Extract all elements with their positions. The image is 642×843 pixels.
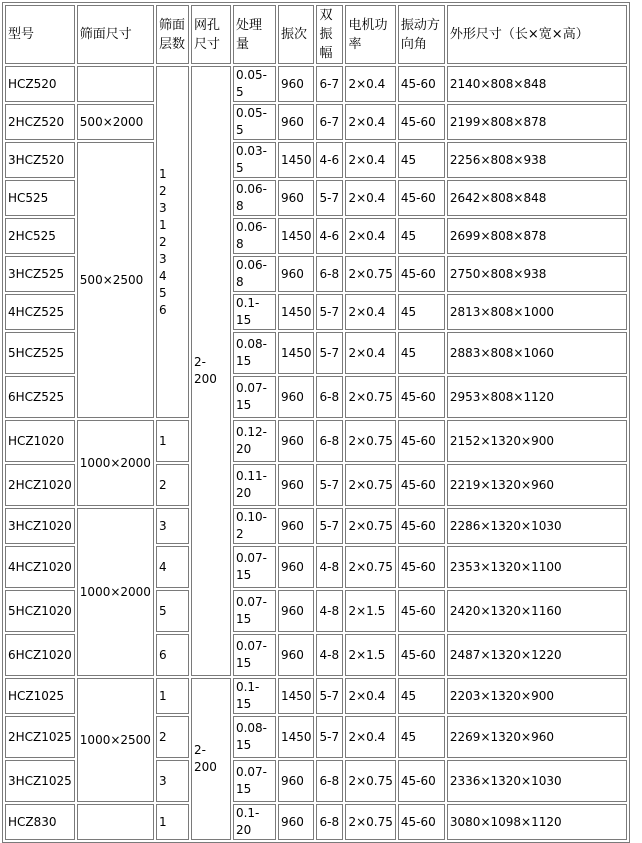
power-cell: 2×1.5 xyxy=(345,634,395,676)
frequency-cell: 960 xyxy=(278,180,315,216)
frequency-cell: 1450 xyxy=(278,716,315,758)
capacity-cell: 0.1-15 xyxy=(233,294,276,330)
frequency-cell: 960 xyxy=(278,104,315,140)
angle-cell: 45 xyxy=(398,218,445,254)
model-cell: 3HCZ1020 xyxy=(5,508,75,544)
header-layers: 筛面层数 xyxy=(156,5,189,64)
layers-cell: 2 xyxy=(156,716,189,758)
header-model: 型号 xyxy=(5,5,75,64)
model-cell: HCZ1025 xyxy=(5,678,75,714)
power-cell: 2×0.4 xyxy=(345,294,395,330)
screen-size-cell xyxy=(77,66,154,102)
screen-size-cell: 500×2500 xyxy=(77,142,154,418)
frequency-cell: 960 xyxy=(278,508,315,544)
dimensions-cell: 2140×808×848 xyxy=(447,66,627,102)
amplitude-cell: 4-6 xyxy=(316,142,343,178)
power-cell: 2×1.5 xyxy=(345,590,395,632)
header-angle: 振动方向角 xyxy=(398,5,445,64)
header-power: 电机功率 xyxy=(345,5,395,64)
capacity-cell: 0.07-15 xyxy=(233,590,276,632)
layers-cell: 3 xyxy=(156,760,189,802)
power-cell: 2×0.4 xyxy=(345,66,395,102)
model-cell: HCZ1020 xyxy=(5,420,75,462)
frequency-cell: 960 xyxy=(278,590,315,632)
dimensions-cell: 2642×808×848 xyxy=(447,180,627,216)
amplitude-cell: 5-7 xyxy=(316,294,343,330)
table-row xyxy=(5,804,627,840)
layers-cell: 5 xyxy=(156,590,189,632)
capacity-cell: 0.06-8 xyxy=(233,180,276,216)
amplitude-cell: 4-8 xyxy=(316,546,343,588)
capacity-cell: 0.07-15 xyxy=(233,546,276,588)
capacity-cell: 0.05-5 xyxy=(233,104,276,140)
dimensions-cell: 2152×1320×900 xyxy=(447,420,627,462)
frequency-cell: 960 xyxy=(278,804,315,840)
mesh-cell: 2-200 xyxy=(191,678,231,840)
capacity-cell: 0.12-20 xyxy=(233,420,276,462)
capacity-cell: 0.03-5 xyxy=(233,142,276,178)
angle-cell: 45-60 xyxy=(398,420,445,462)
dimensions-cell: 2203×1320×900 xyxy=(447,678,627,714)
model-cell: HCZ520 xyxy=(5,66,75,102)
table-row xyxy=(5,508,627,544)
amplitude-cell: 5-7 xyxy=(316,180,343,216)
dimensions-cell: 2353×1320×1100 xyxy=(447,546,627,588)
angle-cell: 45-60 xyxy=(398,546,445,588)
dimensions-cell: 2883×808×1060 xyxy=(447,332,627,374)
amplitude-cell: 4-8 xyxy=(316,590,343,632)
capacity-cell: 0.07-15 xyxy=(233,376,276,418)
dimensions-cell: 2699×808×878 xyxy=(447,218,627,254)
angle-cell: 45-60 xyxy=(398,508,445,544)
header-mesh: 网孔尺寸 xyxy=(191,5,231,64)
angle-cell: 45-60 xyxy=(398,590,445,632)
dimensions-cell: 2256×808×938 xyxy=(447,142,627,178)
power-cell: 2×0.75 xyxy=(345,508,395,544)
table-row xyxy=(5,66,627,102)
dimensions-cell: 2813×808×1000 xyxy=(447,294,627,330)
angle-cell: 45 xyxy=(398,332,445,374)
frequency-cell: 1450 xyxy=(278,142,315,178)
angle-cell: 45-60 xyxy=(398,804,445,840)
model-cell: 2HCZ1020 xyxy=(5,464,75,506)
model-cell: 3HCZ525 xyxy=(5,256,75,292)
power-cell: 2×0.4 xyxy=(345,142,395,178)
header-screen-size: 筛面尺寸 xyxy=(77,5,154,64)
capacity-cell: 0.1-15 xyxy=(233,678,276,714)
amplitude-cell: 5-7 xyxy=(316,508,343,544)
amplitude-cell: 5-7 xyxy=(316,678,343,714)
power-cell: 2×0.4 xyxy=(345,180,395,216)
dimensions-cell: 2286×1320×1030 xyxy=(447,508,627,544)
amplitude-cell: 6-7 xyxy=(316,66,343,102)
angle-cell: 45-60 xyxy=(398,376,445,418)
capacity-cell: 0.10-2 xyxy=(233,508,276,544)
screen-size-cell: 1000×2000 xyxy=(77,420,154,506)
power-cell: 2×0.75 xyxy=(345,804,395,840)
capacity-cell: 0.06-8 xyxy=(233,218,276,254)
header-row xyxy=(5,5,627,64)
screen-size-cell: 1000×2000 xyxy=(77,508,154,676)
angle-cell: 45 xyxy=(398,716,445,758)
power-cell: 2×0.75 xyxy=(345,760,395,802)
frequency-cell: 960 xyxy=(278,546,315,588)
amplitude-cell: 6-8 xyxy=(316,760,343,802)
layers-cell: 3 xyxy=(156,508,189,544)
model-cell: 3HCZ520 xyxy=(5,142,75,178)
amplitude-cell: 6-8 xyxy=(316,256,343,292)
frequency-cell: 960 xyxy=(278,66,315,102)
capacity-cell: 0.06-8 xyxy=(233,256,276,292)
amplitude-cell: 5-7 xyxy=(316,716,343,758)
capacity-cell: 0.05-5 xyxy=(233,66,276,102)
table-row xyxy=(5,104,627,140)
frequency-cell: 960 xyxy=(278,420,315,462)
angle-cell: 45-60 xyxy=(398,634,445,676)
power-cell: 2×0.4 xyxy=(345,218,395,254)
layers-cell: 4 xyxy=(156,546,189,588)
power-cell: 2×0.75 xyxy=(345,256,395,292)
dimensions-cell: 2336×1320×1030 xyxy=(447,760,627,802)
capacity-cell: 0.11-20 xyxy=(233,464,276,506)
capacity-cell: 0.08-15 xyxy=(233,332,276,374)
amplitude-cell: 6-7 xyxy=(316,104,343,140)
table-row xyxy=(5,420,627,462)
header-dimensions: 外形尺寸（长×宽×高） xyxy=(447,5,627,64)
capacity-cell: 0.07-15 xyxy=(233,760,276,802)
dimensions-cell: 3080×1098×1120 xyxy=(447,804,627,840)
dimensions-cell: 2953×808×1120 xyxy=(447,376,627,418)
angle-cell: 45 xyxy=(398,294,445,330)
model-cell: HC525 xyxy=(5,180,75,216)
layers-cell: 1 2 3 1 2 3 4 5 6 xyxy=(156,66,189,418)
amplitude-cell: 6-8 xyxy=(316,420,343,462)
model-cell: 6HCZ525 xyxy=(5,376,75,418)
angle-cell: 45 xyxy=(398,678,445,714)
capacity-cell: 0.1-20 xyxy=(233,804,276,840)
capacity-cell: 0.08-15 xyxy=(233,716,276,758)
dimensions-cell: 2269×1320×960 xyxy=(447,716,627,758)
frequency-cell: 960 xyxy=(278,256,315,292)
angle-cell: 45-60 xyxy=(398,66,445,102)
amplitude-cell: 6-8 xyxy=(316,376,343,418)
amplitude-cell: 4-8 xyxy=(316,634,343,676)
power-cell: 2×0.4 xyxy=(345,678,395,714)
frequency-cell: 1450 xyxy=(278,332,315,374)
layers-cell: 1 xyxy=(156,420,189,462)
power-cell: 2×0.4 xyxy=(345,104,395,140)
model-cell: 2HC525 xyxy=(5,218,75,254)
power-cell: 2×0.75 xyxy=(345,464,395,506)
model-cell: 3HCZ1025 xyxy=(5,760,75,802)
dimensions-cell: 2219×1320×960 xyxy=(447,464,627,506)
angle-cell: 45-60 xyxy=(398,760,445,802)
power-cell: 2×0.75 xyxy=(345,376,395,418)
table-row xyxy=(5,678,627,714)
screen-size-cell: 500×2000 xyxy=(77,104,154,140)
frequency-cell: 960 xyxy=(278,376,315,418)
angle-cell: 45-60 xyxy=(398,180,445,216)
model-cell: 2HCZ520 xyxy=(5,104,75,140)
power-cell: 2×0.75 xyxy=(345,420,395,462)
angle-cell: 45-60 xyxy=(398,464,445,506)
model-cell: 4HCZ525 xyxy=(5,294,75,330)
power-cell: 2×0.75 xyxy=(345,546,395,588)
amplitude-cell: 5-7 xyxy=(316,464,343,506)
header-capacity: 处理量 xyxy=(233,5,276,64)
angle-cell: 45 xyxy=(398,142,445,178)
model-cell: 2HCZ1025 xyxy=(5,716,75,758)
frequency-cell: 960 xyxy=(278,760,315,802)
model-cell: HCZ830 xyxy=(5,804,75,840)
layers-cell: 6 xyxy=(156,634,189,676)
dimensions-cell: 2199×808×878 xyxy=(447,104,627,140)
screen-size-cell xyxy=(77,804,154,840)
frequency-cell: 960 xyxy=(278,634,315,676)
spec-table xyxy=(2,2,630,843)
angle-cell: 45-60 xyxy=(398,256,445,292)
power-cell: 2×0.4 xyxy=(345,332,395,374)
header-amplitude: 双振幅 xyxy=(316,5,343,64)
layers-cell: 1 xyxy=(156,678,189,714)
layers-cell: 1 xyxy=(156,804,189,840)
dimensions-cell: 2487×1320×1220 xyxy=(447,634,627,676)
amplitude-cell: 5-7 xyxy=(316,332,343,374)
dimensions-cell: 2750×808×938 xyxy=(447,256,627,292)
capacity-cell: 0.07-15 xyxy=(233,634,276,676)
model-cell: 4HCZ1020 xyxy=(5,546,75,588)
frequency-cell: 1450 xyxy=(278,218,315,254)
amplitude-cell: 4-6 xyxy=(316,218,343,254)
frequency-cell: 1450 xyxy=(278,294,315,330)
mesh-cell: 2-200 xyxy=(191,66,231,676)
power-cell: 2×0.4 xyxy=(345,716,395,758)
header-frequency: 振次 xyxy=(278,5,315,64)
table-row xyxy=(5,142,627,178)
model-cell: 5HCZ525 xyxy=(5,332,75,374)
frequency-cell: 1450 xyxy=(278,678,315,714)
frequency-cell: 960 xyxy=(278,464,315,506)
angle-cell: 45-60 xyxy=(398,104,445,140)
layers-cell: 2 xyxy=(156,464,189,506)
dimensions-cell: 2420×1320×1160 xyxy=(447,590,627,632)
screen-size-cell: 1000×2500 xyxy=(77,678,154,802)
model-cell: 5HCZ1020 xyxy=(5,590,75,632)
model-cell: 6HCZ1020 xyxy=(5,634,75,676)
amplitude-cell: 6-8 xyxy=(316,804,343,840)
